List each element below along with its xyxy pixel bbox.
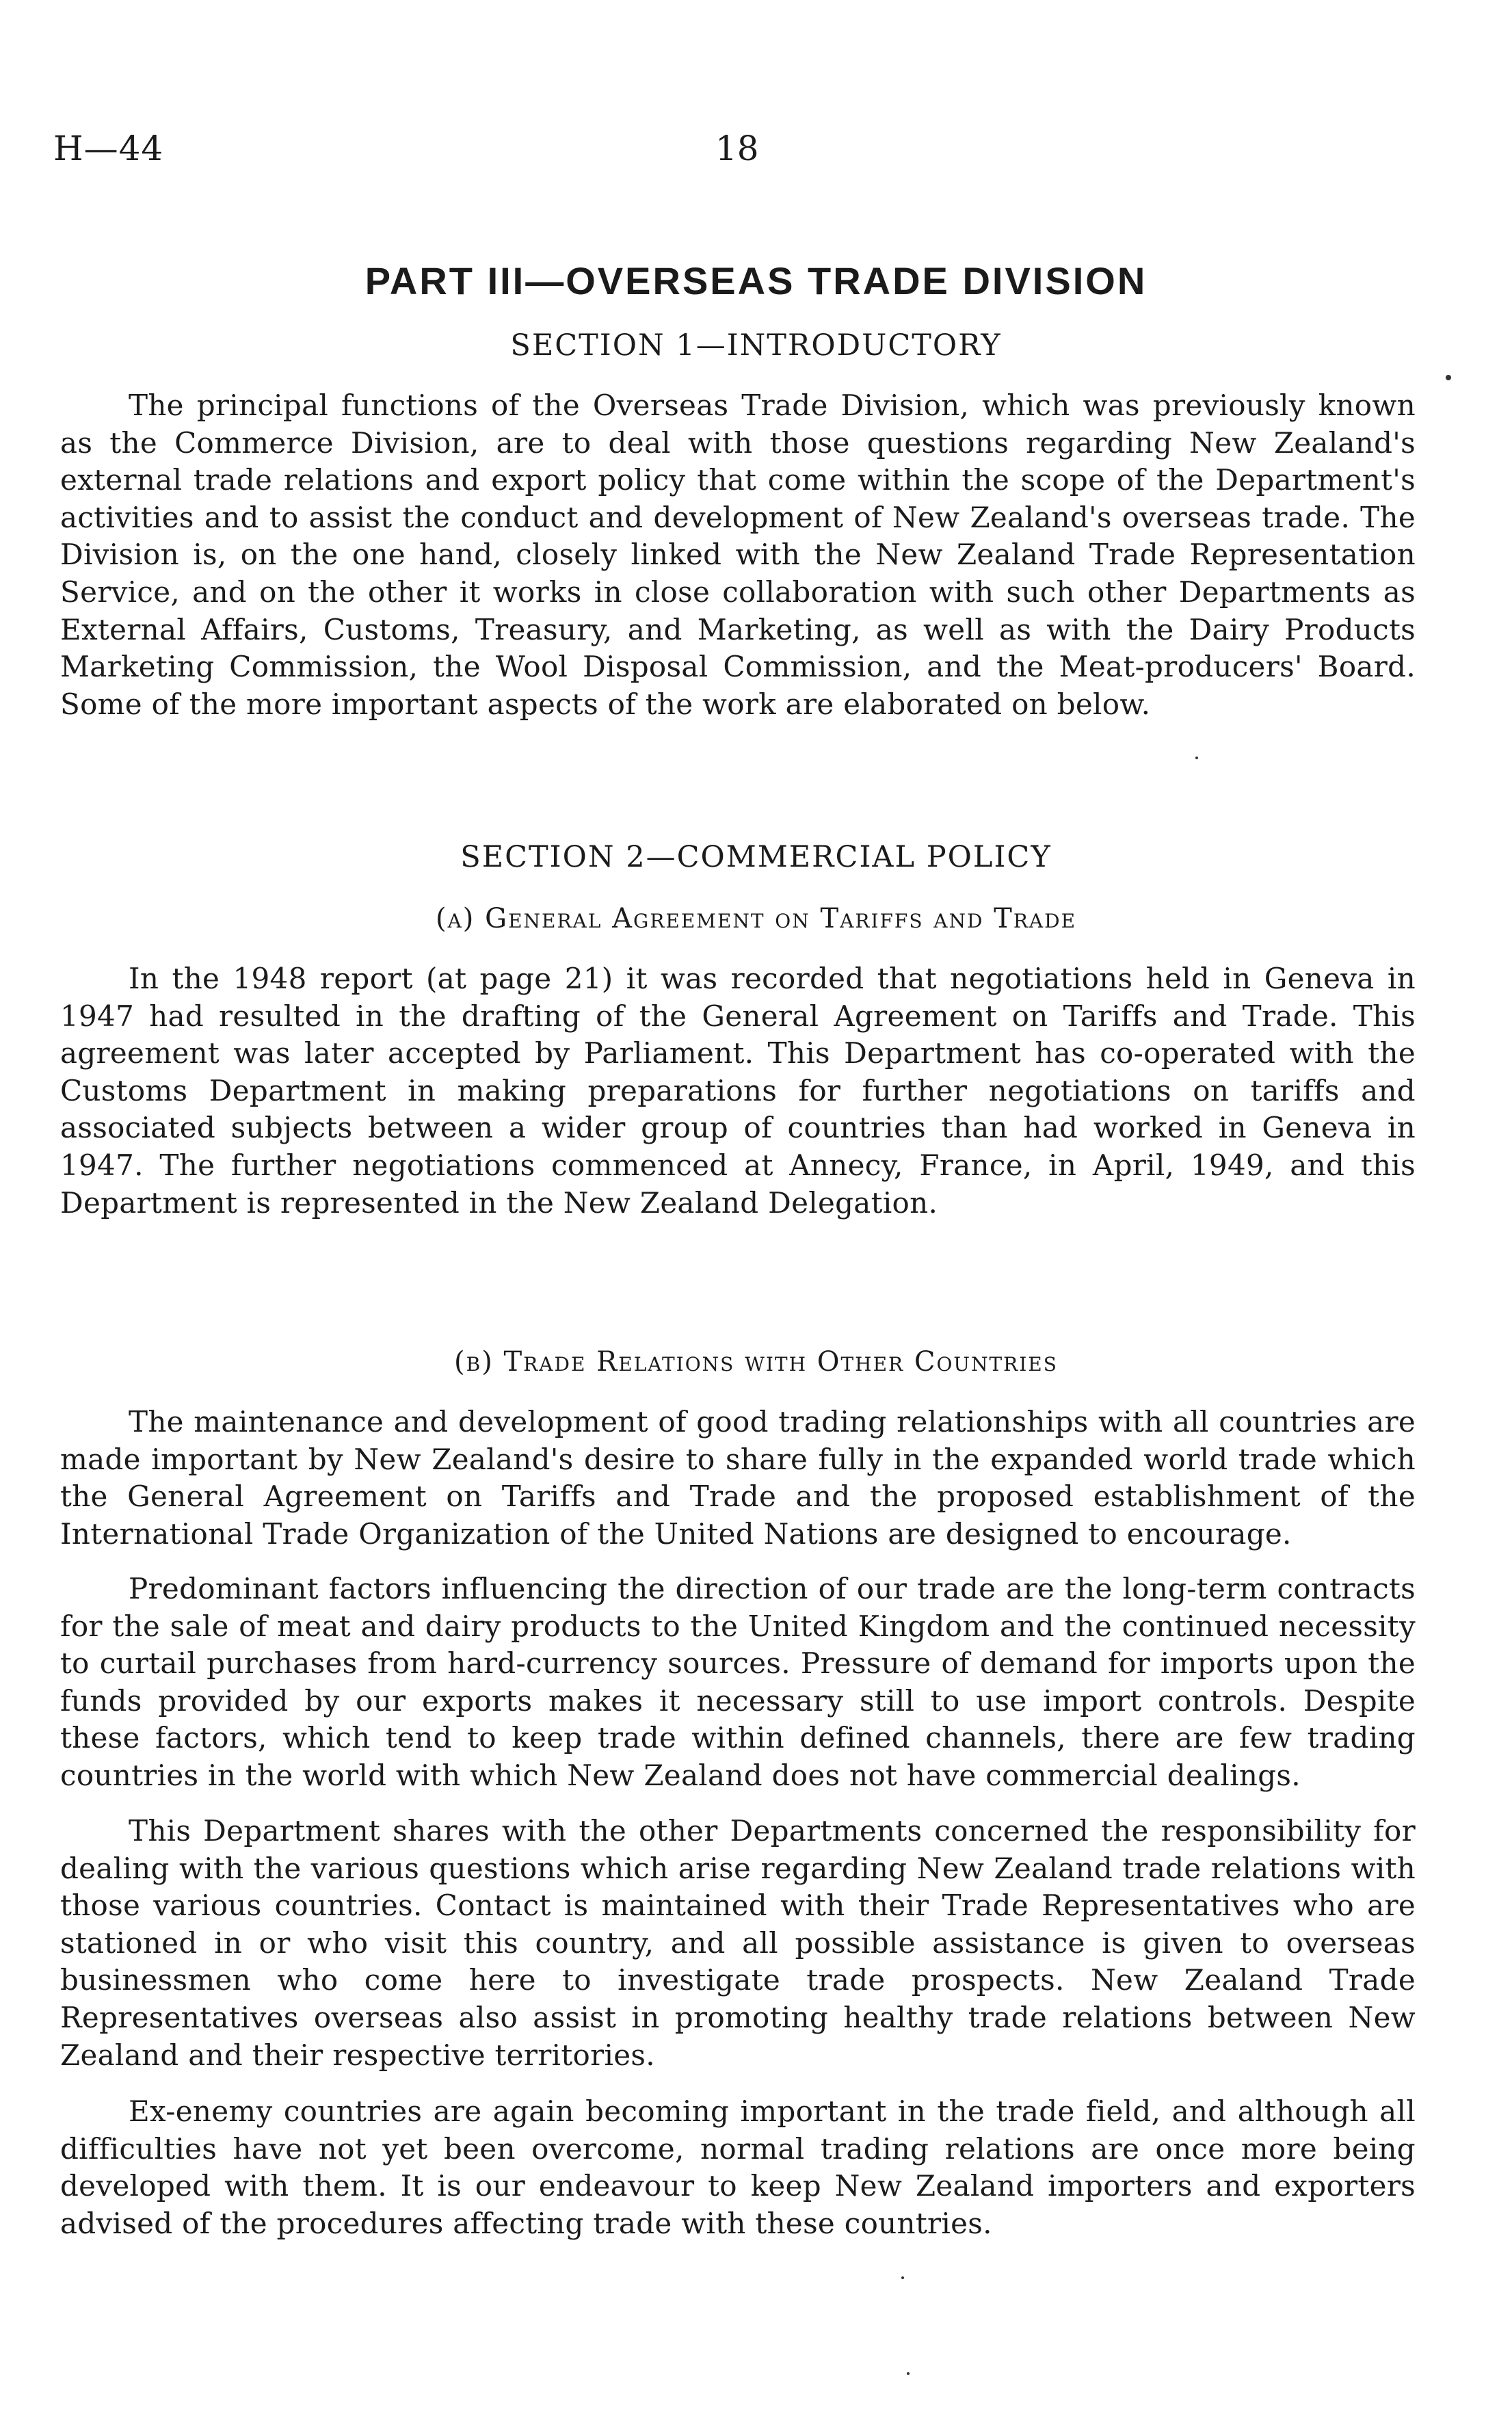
print-speck xyxy=(907,2372,910,2375)
trade-relations-paragraph-1: The maintenance and development of good trading relationships with all countries are made important by New Zealand's desire to share fully in the expanded world trade which the General Agreement on Tariffs and Trade and the proposed establishment of the International Trade Organization of the United Nations are designed to encourage. xyxy=(60,1405,1416,1551)
intro-paragraph: The principal functions of the Overseas Trade Division, which was previously known as the Commerce Division, are to deal with those questions regarding New Zealand's external trade relations and export policy that come within the scope of the Department's activities and to assist the conduct and development of New Zealand's overseas trade. The Division is, on the one hand, closely linked with the New Zealand Trade Representation Service, and on the other it works in close collaboration with such other Departments as External Affairs, Customs, Treasury, and Marketing, as well as with the Dairy Products Marketing Commission, the Wool Disposal Commission, and the Meat-producers' Board. Some of the more important aspects of the work are elaborated on below. xyxy=(60,389,1416,721)
subsection-a-heading: (a) General Agreement on Tariffs and Trade xyxy=(435,903,1077,934)
section-1-heading: SECTION 1—INTRODUCTORY xyxy=(510,328,1002,363)
gatt-paragraph: In the 1948 report (at page 21) it was recorded that negotiations held in Geneva in 1947 had resulted in the drafting of the General Agreement on Tariffs and Trade. This agreement was later accepted by Parliament. This Department has co-operated with the Customs Department in making preparations for further negotiations on tariffs and associated subjects between a wider group of countries than had worked in Geneva in 1947. The further negotiations commenced at Annecy, France, in April, 1949, and this Department is represented in the New Zealand Delegation. xyxy=(60,962,1416,1220)
document-reference: H—44 xyxy=(53,129,164,168)
trade-relations-paragraph-3: This Department shares with the other Departments concerned the responsibility for dealing with the various questions which arise regarding New Zealand trade relations with those various countries. Contact is maintained with their Trade Representatives who are stationed in or who visit this country, and all possible assistance is given to overseas businessmen who come here to investigate trade prospects. New Zealand Trade Representatives overseas also assist in promoting healthy trade relations between New Zealand and their respective territories. xyxy=(60,1814,1416,2072)
print-speck xyxy=(1446,375,1451,380)
page-number: 18 xyxy=(715,129,759,168)
print-speck xyxy=(1195,757,1198,759)
trade-relations-paragraph-2: Predominant factors influencing the direction of our trade are the long-term contracts for the sale of meat and dairy products to the United Kingdom and the continued necessity to curtail purchases from hard-currency sources. Pressure of demand for imports upon the funds provided by our exports makes it necessary still to use import controls. Despite these factors, which tend to keep trade within defined channels, there are few trading countries in the world with which New Zealand does not have commercial dealings. xyxy=(60,1572,1416,1792)
subsection-b-heading: (b) Trade Relations with Other Countries xyxy=(454,1346,1058,1378)
trade-relations-paragraph-4: Ex-enemy countries are again becoming important in the trade field, and although all difficulties have not yet been overcome, normal trading relations are once more being developed with them. It is our endeavour to keep New Zealand importers and exporters advised of the procedures affecting trade with these countries. xyxy=(60,2094,1416,2240)
section-2-heading: SECTION 2—COMMERCIAL POLICY xyxy=(460,840,1052,874)
print-speck xyxy=(901,2276,904,2279)
part-title: PART III—OVERSEAS TRADE DIVISION xyxy=(364,259,1148,302)
